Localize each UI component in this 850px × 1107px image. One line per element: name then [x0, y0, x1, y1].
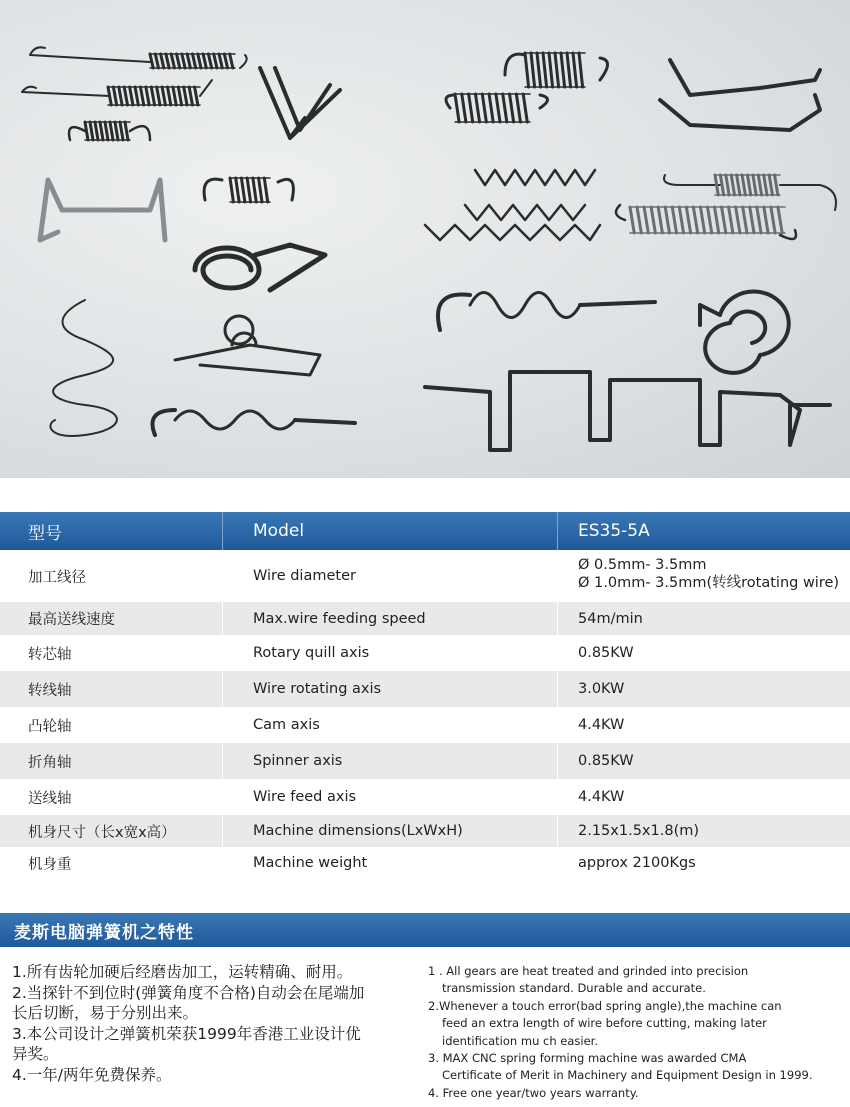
spec-row-spinner-axis [0, 743, 850, 779]
extension-spring-coil [85, 122, 128, 140]
spec-row-dimensions [0, 815, 850, 847]
spec-label-cn: 转芯轴 [28, 646, 72, 663]
spec-value: 2.15x1.5x1.8(m) [578, 823, 700, 839]
spec-table [0, 512, 850, 879]
spec-row-wire-diameter [0, 550, 850, 602]
wave-wire-form [470, 293, 580, 318]
spec-label-en: Rotary quill axis [253, 645, 370, 661]
spec-value-line1: Ø 0.5mm- 3.5mm [578, 557, 707, 573]
spec-label-cn: 折角轴 [28, 754, 72, 771]
spec-header-col2: Model [253, 521, 305, 541]
spec-value: approx 2100Kgs [578, 855, 696, 871]
spring-hook-wire [69, 126, 150, 140]
double-torsion-wire [260, 68, 340, 138]
spec-value: 3.0KW [578, 681, 625, 697]
spec-row-cam-axis [0, 707, 850, 743]
spec-label-en: Wire diameter [253, 568, 356, 584]
spec-label-cn: 转线轴 [28, 682, 72, 699]
springs-illustration [0, 0, 850, 478]
spec-label-cn: 机身重 [28, 856, 72, 873]
extension-spring-coil [630, 207, 782, 233]
spec-value: 54m/min [578, 610, 643, 627]
bent-wire-bracket [40, 180, 165, 240]
spec-value: 4.4KW [578, 789, 625, 805]
feature-line-en: 3. MAX CNC spring forming machine was awarded CMA [428, 1051, 747, 1066]
spec-label-cn: 加工线径 [28, 569, 86, 586]
feature-line-en: 2.Whenever a touch error(bad spring angle),the machine can [428, 998, 782, 1013]
spec-label-cn: 凸轮轴 [28, 718, 72, 735]
feature-line-en: 4. Free one year/two years warranty. [428, 1085, 639, 1100]
spec-row-wire-rotating [0, 671, 850, 707]
features-title-bar [0, 913, 850, 947]
spec-label-cn: 最高送线速度 [28, 612, 115, 628]
feature-line-en: transmission standard. Durable and accurate. [442, 981, 706, 996]
straight-wire-tail [580, 302, 655, 305]
feature-line-en: identification mu ch easier. [442, 1033, 598, 1048]
square-wave-wire-form [425, 372, 830, 450]
spec-label-en: Spinner axis [253, 753, 343, 769]
spec-label-en: Cam axis [253, 717, 320, 733]
feature-line-cn: 长后切断，易于分别出来。 [12, 1004, 199, 1022]
feature-line-cn: 3.本公司设计之弹簧机荣获1999年香港工业设计优 [12, 1024, 361, 1043]
conical-compression-spring [50, 300, 116, 436]
spring-hook-wire [153, 410, 176, 435]
zigzag-wire-form [465, 205, 585, 220]
extension-spring-coil [525, 53, 583, 87]
spec-row-wire-feed [0, 779, 850, 815]
spec-label-cn: 送线轴 [28, 790, 72, 807]
spec-row-weight [0, 847, 850, 879]
zigzag-wire-form [475, 170, 595, 185]
compression-spring-coil [230, 178, 268, 202]
spec-label-en: Wire rotating axis [253, 681, 382, 697]
features-list-cn [12, 962, 412, 1085]
wave-wire-form [175, 411, 295, 429]
spec-header-col3: ES35-5A [578, 521, 650, 541]
feature-line-cn: 1.所有齿轮加硬后经磨齿加工，运转精确、耐用。 [12, 963, 353, 981]
spec-value: 0.85KW [578, 753, 634, 769]
spec-label-en: Max.wire feeding speed [253, 610, 426, 627]
spec-header-col1: 型号 [28, 523, 62, 544]
product-photo [0, 0, 850, 478]
feature-line-cn: 2.当探针不到位时(弹簧角度不合格)自动会在尾端加 [12, 983, 365, 1002]
double-torsion-spring [175, 316, 320, 375]
feature-line-en: Certificate of Merit in Machinery and Equipment Design in 1999. [442, 1068, 813, 1083]
spec-value [578, 556, 839, 592]
spec-label-en: Machine dimensions(LxWxH) [253, 823, 463, 839]
feature-line-en: 1 . All gears are heat treated and grinded into precision [428, 964, 749, 978]
extension-spring-coil [108, 87, 198, 105]
spec-value: 0.85KW [578, 645, 634, 661]
feature-line-cn: 4.一年/两年免费保养。 [12, 1065, 172, 1084]
feature-line-cn: 异奖。 [12, 1045, 59, 1063]
straight-wire-tail [295, 420, 355, 423]
feature-line-en: feed an extra length of wire before cutting, making later [442, 1016, 767, 1031]
spec-row-rotary-quill [0, 635, 850, 671]
spec-label-en: Wire feed axis [253, 789, 357, 805]
extension-spring-coil [455, 94, 527, 122]
spec-label-cn: 机身尺寸（长x宽x高） [28, 824, 176, 841]
features-list-en [428, 963, 848, 1102]
torsion-spring-coil [195, 245, 325, 290]
zigzag-wire-form [425, 225, 600, 240]
features-title: 麦斯电脑弹簧机之特性 [14, 922, 194, 943]
spec-label-en: Machine weight [253, 855, 368, 871]
spec-header-row [0, 512, 850, 550]
spec-row-feed-speed [0, 602, 850, 635]
extension-spring-coil [150, 54, 233, 68]
spring-hook-wire [438, 294, 470, 330]
extension-spring-coil [715, 175, 778, 195]
spec-value: 4.4KW [578, 717, 625, 733]
spiral-torsion-spring [700, 292, 789, 373]
spec-value-line2: Ø 1.0mm- 3.5mm(转线rotating wire) [578, 575, 840, 591]
wire-frame-form [660, 60, 820, 130]
